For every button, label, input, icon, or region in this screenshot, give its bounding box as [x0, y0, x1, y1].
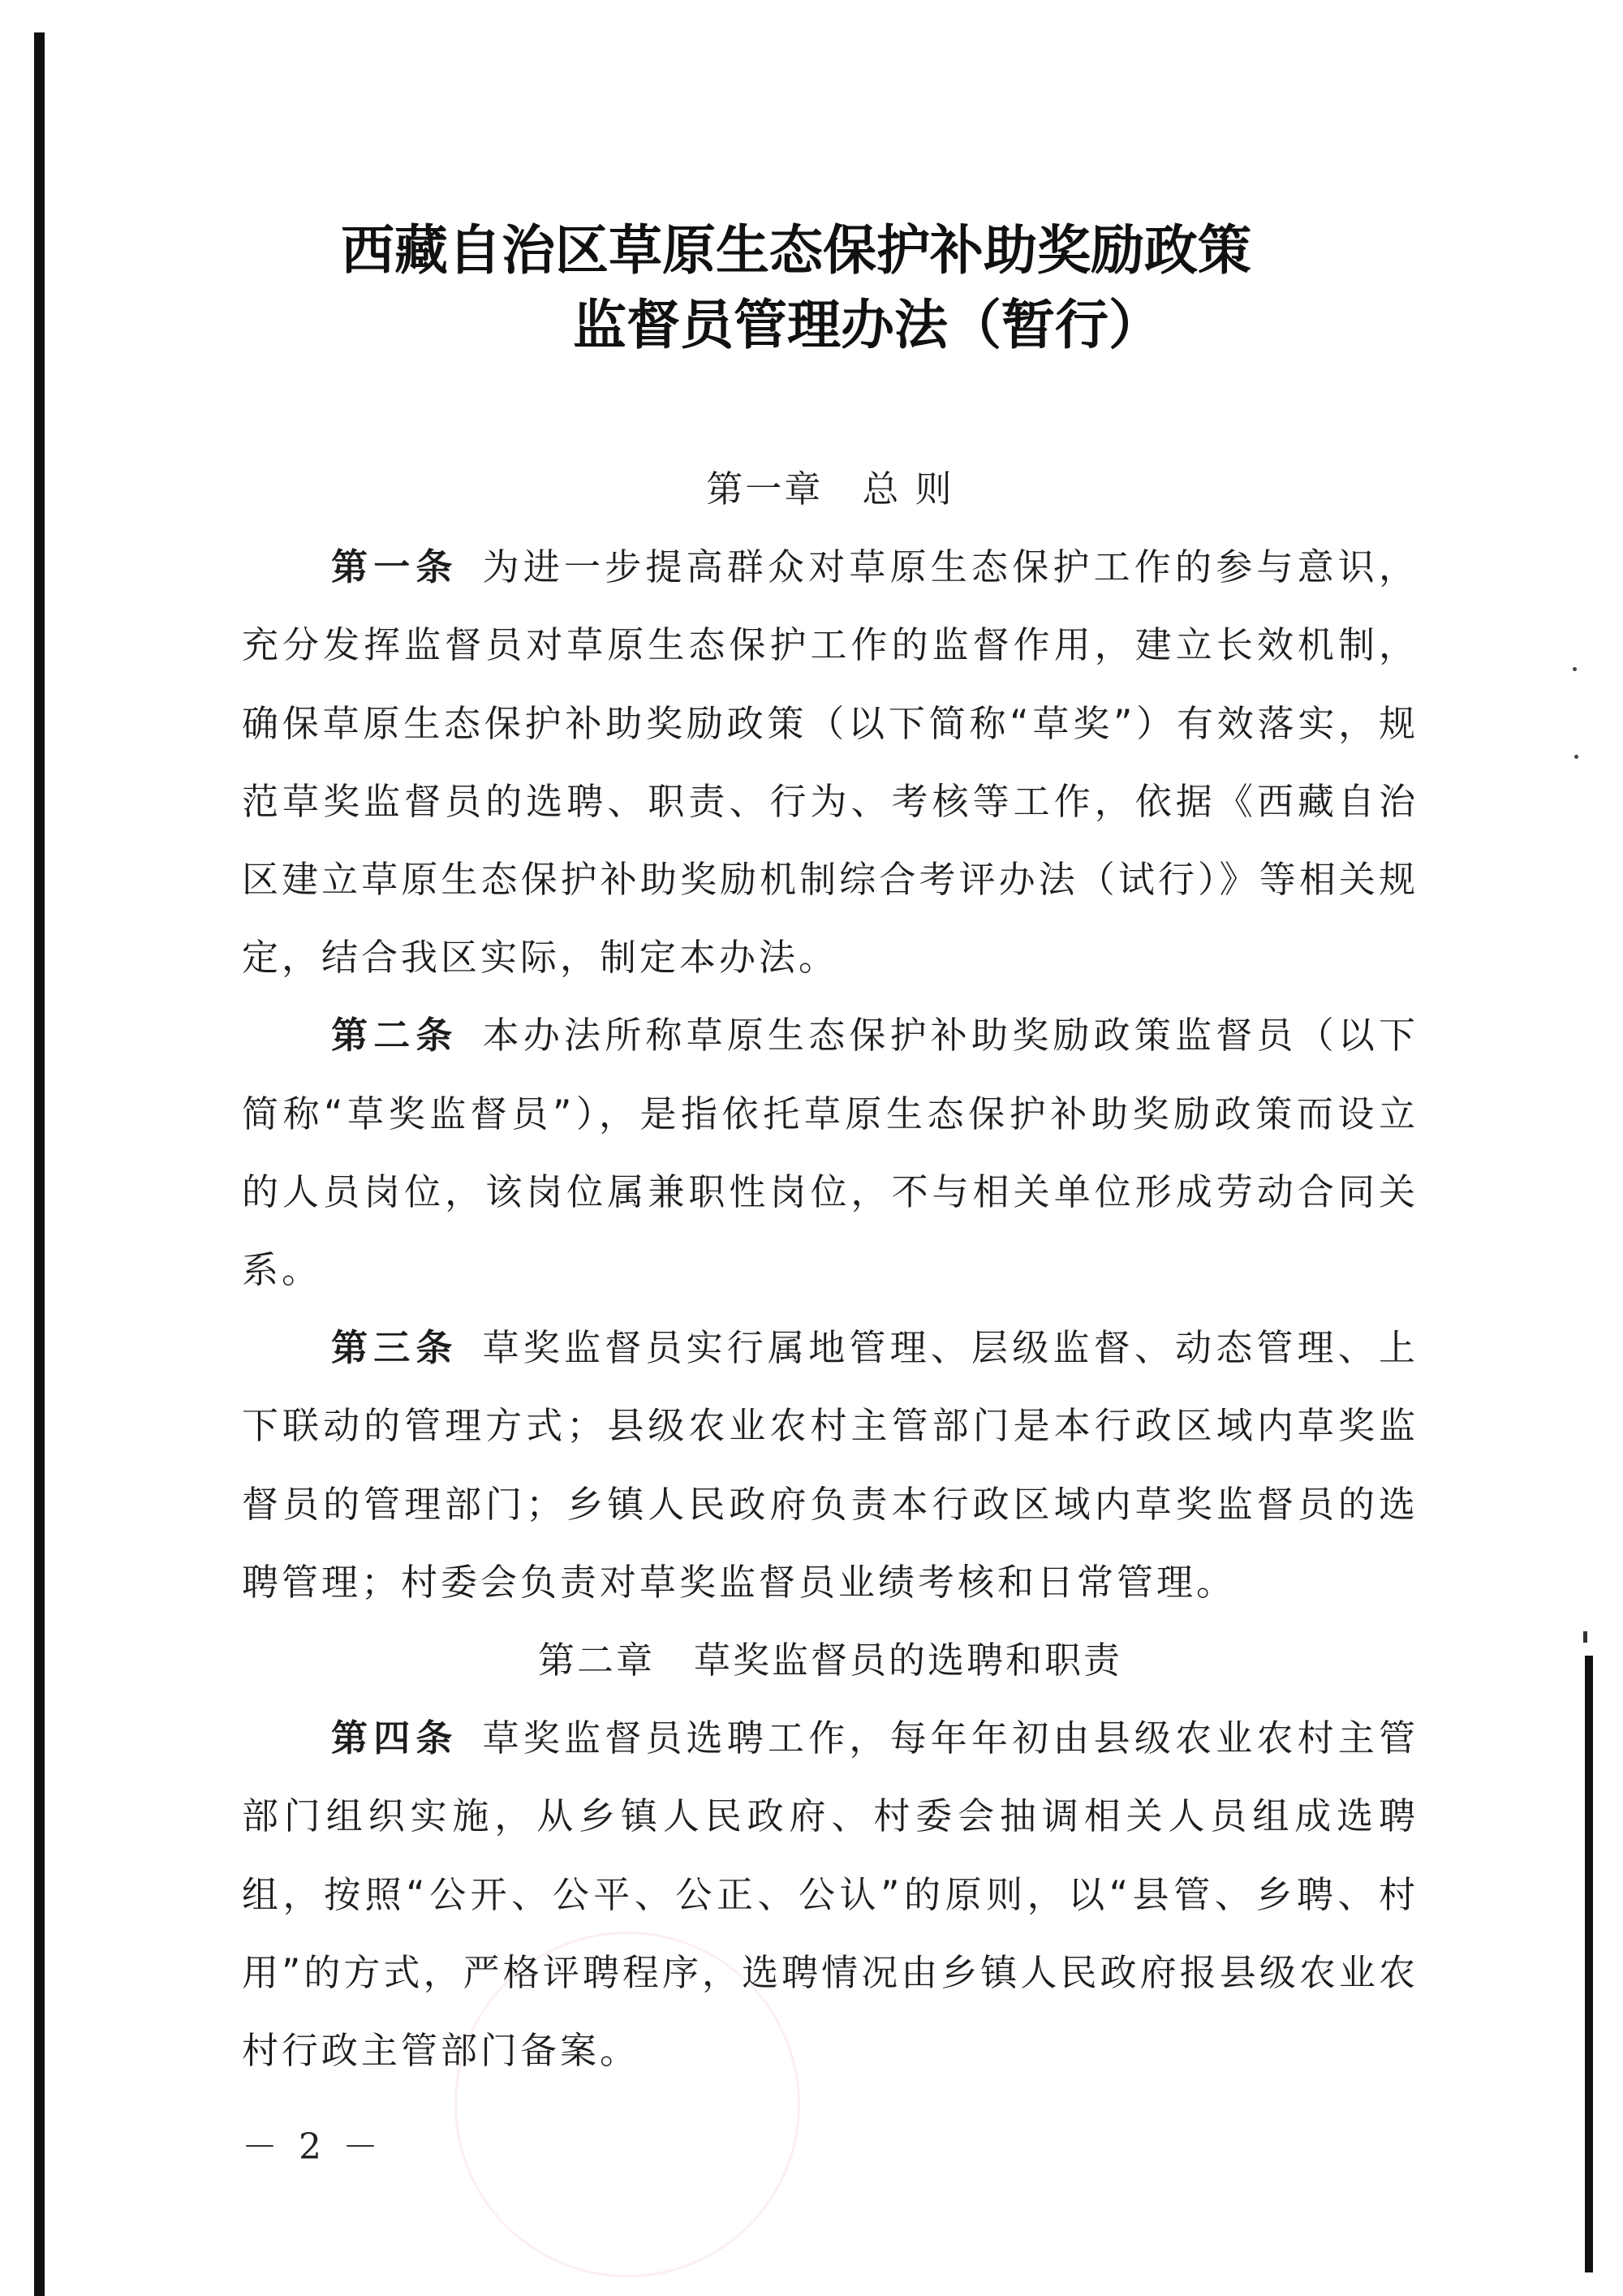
article-text: 本办法所称草原生态保护补助奖励政策监督员（以下简称“草奖监督员”），是指依托草原生态保护补助奖励政策而设立的人员岗位，该岗位属兼职性岗位，不与相关单位形成劳动合同关系。 — [242, 1014, 1419, 1292]
scan-edge-left — [34, 32, 45, 2296]
article-text: 为进一步提高群众对草原生态保护工作的参与意识，充分发挥监督员对草原生态保护工作的监督作用，建立长效机制，确保草原生态保护补助奖励政策（以下简称“草奖”）有效落实，规范草奖监督员的选聘、职责、行为、考核等工作，依据《西藏自治区建立草原生态保护补助奖励机制综合考评办法（试行）》等相关规定，结合我区实际，制定本办法。 — [242, 545, 1419, 980]
document-body — [242, 450, 1419, 2090]
article-label: 第二条 — [331, 1014, 458, 1058]
article-1 — [242, 528, 1419, 997]
article-text: 草奖监督员选聘工作，每年年初由县级农业农村主管部门组织实施，从乡镇人民政府、村委会抽调相关人员组成选聘组，按照“公开、公平、公正、公认”的原则，以“县管、乡聘、村用”的方式，严格评聘程序，选聘情况由乡镇人民政府报县级农业农村行政主管部门备案。 — [242, 1717, 1419, 2073]
scan-speck — [1574, 755, 1578, 759]
scan-mark — [1583, 1631, 1587, 1643]
article-2 — [242, 997, 1419, 1309]
article-3 — [242, 1309, 1419, 1622]
scan-edge-right — [1585, 1656, 1593, 2272]
article-text: 草奖监督员实行属地管理、层级监督、动态管理、上下联动的管理方式；县级农业农村主管部门是本行政区域内草奖监督员的管理部门；乡镇人民政府负责本行政区域内草奖监督员的选聘管理；村委会负责对草奖监督员业绩考核和日常管理。 — [242, 1326, 1419, 1604]
article-4 — [242, 1699, 1419, 2090]
scan-speck — [1573, 667, 1577, 671]
title-line-2: 监督员管理办法（暂行） — [573, 293, 1162, 356]
article-label: 第三条 — [331, 1326, 458, 1370]
title-line-1: 西藏自治区草原生态保护补助奖励政策 — [341, 218, 1251, 282]
page-number: － 2 － — [242, 2126, 383, 2168]
document-title — [0, 213, 1623, 362]
chapter-heading: 第一章 总 则 — [706, 467, 954, 510]
article-label: 第四条 — [331, 1717, 458, 1760]
article-label: 第一条 — [331, 545, 458, 589]
chapter-heading: 第二章 草奖监督员的选聘和职责 — [537, 1639, 1122, 1682]
